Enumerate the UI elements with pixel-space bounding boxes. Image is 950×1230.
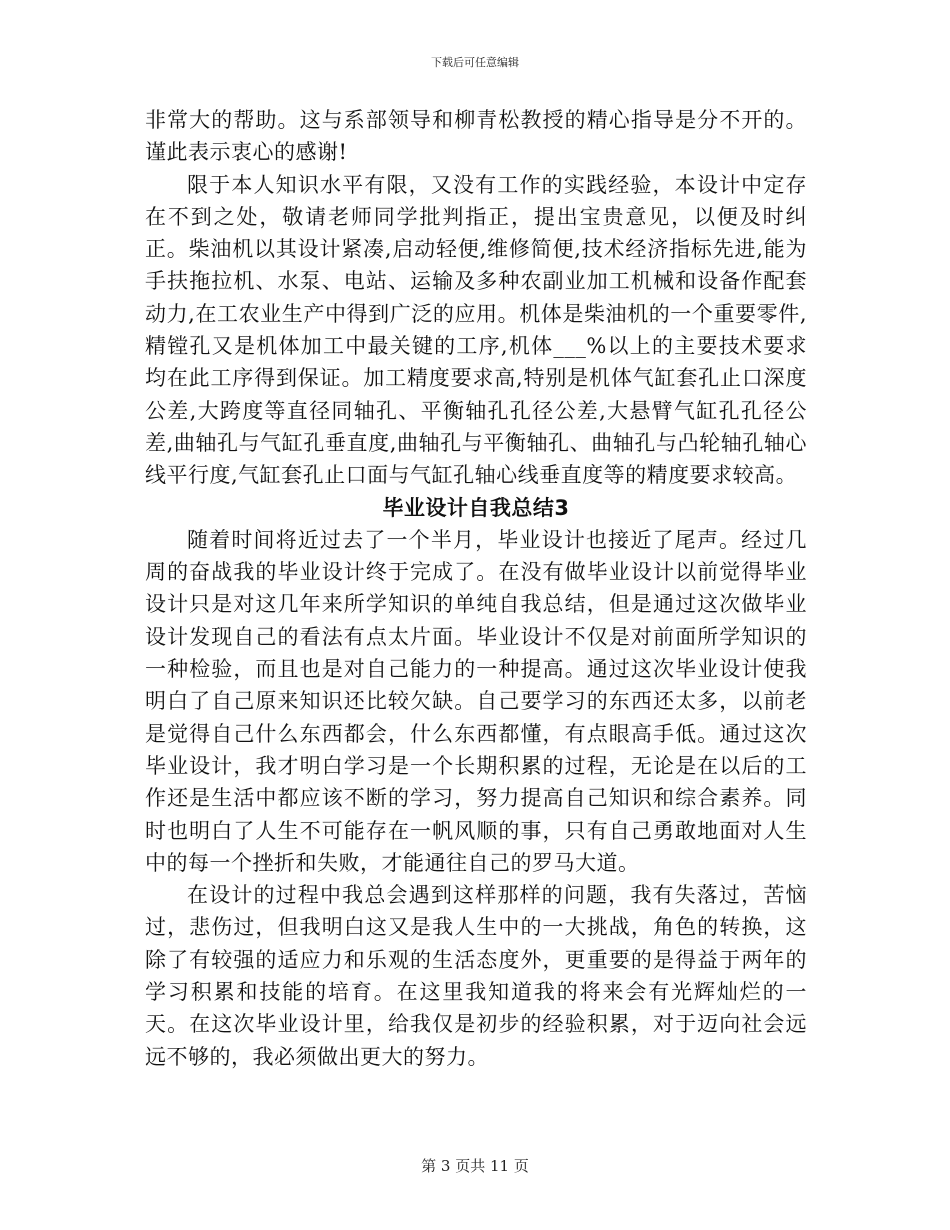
paragraph-summary-2: 在设计的过程中我总会遇到这样那样的问题，我有失落过，苦恼过，悲伤过，但我明白这又是我人生中的一大挑战，角色的转换，这除了有较强的适应力和乐观的生活态度外，更重要的是得益于两年的学习积累和技能的培育。在这里我知道我的将来会有光辉灿烂的一天。在这次毕业设计里，给我仅是初步的经验积累，对于迈向社会远远不够的，我必须做出更大的努力。 bbox=[145, 883, 807, 1069]
section-title: 毕业设计自我总结3 bbox=[382, 495, 570, 520]
paragraph-diesel-engine: 限于本人知识水平有限，又没有工作的实践经验，本设计中定存在不到之处，敬请老师同学批判指正，提出宝贵意见，以便及时纠正。柴油机以其设计紧凑,启动轻便,维修简便,技术经济指标先进,能为手扶拖拉机、水泵、电站、运输及多种农副业加工机械和设备作配套动力,在工农业生产中得到广泛的应用。机体是柴油机的一个重要零件,精镗孔又是机体加工中最关键的工序,机体___%以上的主要技术要求均在此工序得到保证。加工精度要求高,特别是机体气缸套孔止口深度公差,大跨度等直径同轴孔、平衡轴孔孔径公差,大悬臂气缸孔孔径公差,曲轴孔与气缸孔垂直度,曲轴孔与平衡轴孔、曲轴孔与凸轮轴孔轴心线平行度,气缸套孔止口面与气缸孔轴心线垂直度等的精度要求较高。 bbox=[145, 172, 807, 488]
document-body bbox=[145, 104, 807, 1073]
paragraph-summary-1: 随着时间将近过去了一个半月，毕业设计也接近了尾声。经过几周的奋战我的毕业设计终于完成了。在没有做毕业设计以前觉得毕业设计只是对这几年来所学知识的单纯自我总结，但是通过这次做毕业设计发现自己的看法有点太片面。毕业设计不仅是对前面所学知识的一种检验，而且也是对自己能力的一种提高。通过这次毕业设计使我明白了自己原来知识还比较欠缺。自己要学习的东西还太多，以前老是觉得自己什么东西都会，什么东西都懂，有点眼高手低。通过这次毕业设计，我才明白学习是一个长期积累的过程，无论是在以后的工作还是生活中都应该不断的学习，努力提高自己知识和综合素养。同时也明白了人生不可能存在一帆风顺的事，只有自己勇敢地面对人生中的每一个挫折和失败，才能通往自己的罗马大道。 bbox=[145, 527, 807, 875]
page-header: 下载后可任意编辑 bbox=[431, 56, 519, 69]
page-footer: 第 3 页共 11 页 bbox=[421, 1157, 529, 1175]
paragraph-thanks: 非常大的帮助。这与系部领导和柳青松教授的精心指导是分不开的。谨此表示衷心的感谢! bbox=[145, 108, 807, 165]
